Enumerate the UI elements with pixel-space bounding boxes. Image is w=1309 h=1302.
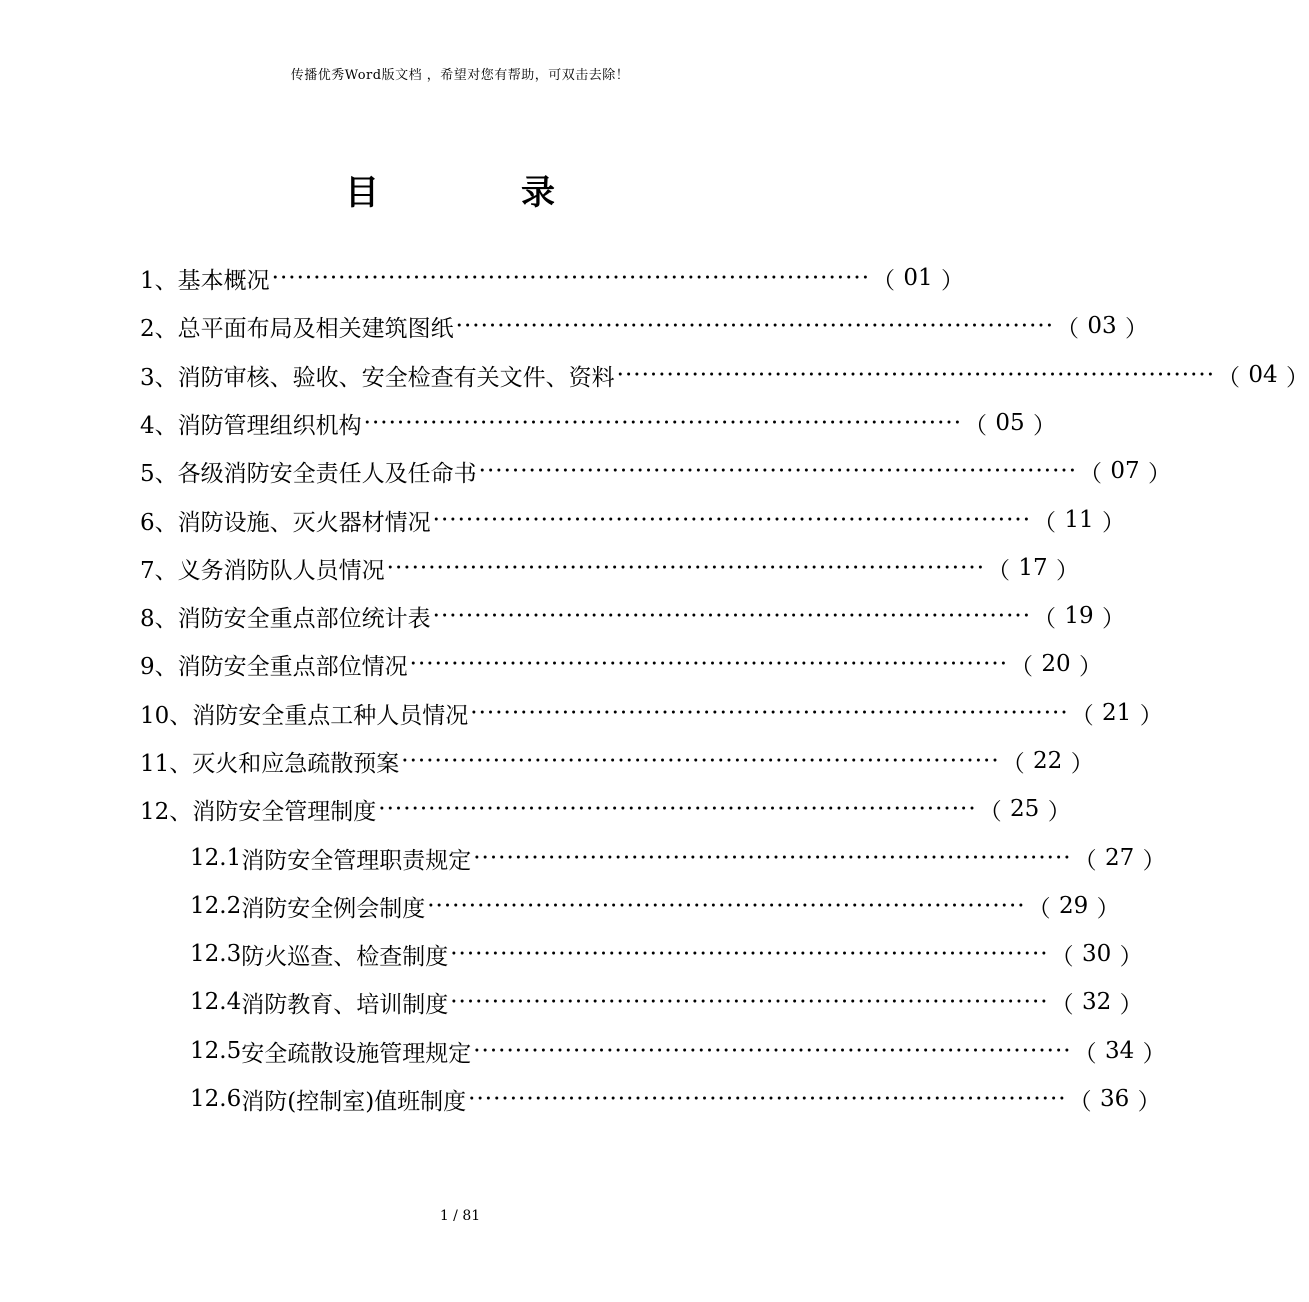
- toc-entry-number: 3、: [140, 364, 178, 391]
- toc-leader-dots: ········································································: [378, 796, 977, 822]
- toc-leader-dots: ········································································: [450, 941, 1049, 967]
- toc-entry-label: 消防(控制室)值班制度: [241, 1088, 467, 1115]
- toc-leader-dots: ········································································: [271, 265, 871, 291]
- toc-entry: 10、 消防安全重点工种人员情况 ········································································ （ 21 ）: [140, 693, 760, 733]
- toc-leader-dots: ········································································: [468, 1086, 1067, 1112]
- toc-entry: 4、 消防管理组织机构 ········································································ （ 05 ）: [140, 403, 760, 443]
- toc-entry-label: 消防安全重点部位情况: [177, 653, 408, 680]
- toc-entry: 12、 消防安全管理制度 ········································································ （ 25 ）: [140, 789, 760, 829]
- toc-entry-page: 01: [903, 265, 933, 291]
- toc-subentry: 12.4 消防教育、培训制度 ········································································ （ 32 ）: [190, 982, 768, 1022]
- toc-entry-label: 灭火和应急疏散预案: [192, 750, 400, 777]
- toc-leader-dots: ········································································: [363, 410, 963, 436]
- toc-entry-number: 12.6: [190, 1086, 242, 1112]
- toc-leader-dots: ········································································: [409, 651, 1009, 677]
- page-header-note: 传播优秀Word版文档 ，希望对您有帮助，可双击去除！: [290, 68, 630, 83]
- toc-entry: 1、 基本概况 ········································································ （ 01 ）: [140, 258, 760, 298]
- toc-entry-page: 11: [1064, 507, 1094, 533]
- toc-entry-label: 消防安全重点部位统计表: [177, 605, 431, 632]
- toc-entry-label: 消防审核、验收、安全检查有关文件、资料: [177, 364, 615, 391]
- toc-entry-page: 36: [1099, 1086, 1130, 1112]
- toc-entry-label: 消防安全例会制度: [241, 895, 426, 922]
- toc-entry-label: 消防安全重点工种人员情况: [192, 702, 469, 729]
- toc-entry-number: 12.5: [190, 1038, 242, 1064]
- toc-entry-page: 03: [1087, 313, 1117, 339]
- toc-entry-page: 30: [1081, 941, 1112, 967]
- toc-entry-number: 10、: [140, 702, 193, 729]
- toc-entry: 6、 消防设施、灭火器材情况 ········································································ （ 11 ）: [140, 500, 760, 540]
- toc-entry-page: 05: [995, 410, 1025, 436]
- toc-entry-number: 12.2: [190, 893, 242, 919]
- toc-entry: 5、 各级消防安全责任人及任命书 ········································································ （ 07 ）: [140, 451, 760, 491]
- toc-entry-label: 基本概况: [177, 267, 270, 294]
- toc-subentry: 12.2 消防安全例会制度 ········································································ （ 29 ）: [190, 886, 768, 926]
- toc-entry-page: 22: [1033, 748, 1063, 774]
- toc-entry-label: 消防教育、培训制度: [241, 991, 449, 1018]
- toc-leader-dots: ········································································: [432, 507, 1032, 533]
- toc-entry-number: 5、: [140, 460, 178, 487]
- toc-subentry: 12.3 防火巡查、检查制度 ········································································ （ 30 ）: [190, 934, 768, 974]
- toc-entry-label: 安全疏散设施管理规定: [241, 1040, 472, 1067]
- toc-entry-label: 消防管理组织机构: [177, 412, 362, 439]
- toc-entry-number: 8、: [140, 605, 178, 632]
- title-char-right: 录: [521, 173, 555, 213]
- toc-entry-page: 34: [1104, 1038, 1135, 1064]
- toc-entry-page: 20: [1041, 651, 1071, 677]
- toc-entry-page: 04: [1248, 362, 1278, 388]
- toc-leader-dots: ········································································: [616, 362, 1216, 388]
- toc-entry-page: 07: [1110, 458, 1140, 484]
- toc-entry-label: 消防设施、灭火器材情况: [177, 509, 431, 536]
- page-number-indicator: 1 / 81: [439, 1208, 481, 1224]
- toc-entry-number: 4、: [140, 412, 178, 439]
- toc-subentry: 12.5 安全疏散设施管理规定 ········································································ （ 34 ）: [190, 1031, 768, 1071]
- toc-entry-label: 各级消防安全责任人及任命书: [177, 460, 477, 487]
- toc-entry-page: 25: [1010, 796, 1040, 822]
- toc-entry-label: 防火巡查、检查制度: [241, 943, 449, 970]
- toc-leader-dots: ········································································: [432, 603, 1032, 629]
- toc-leader-dots: ········································································: [470, 700, 1069, 726]
- toc-entry-page: 19: [1064, 603, 1094, 629]
- toc-entry-label: 总平面布局及相关建筑图纸: [177, 315, 454, 342]
- toc-entry: 9、 消防安全重点部位情况 ········································································ （ 20 ）: [140, 644, 760, 684]
- toc-entry: 2、 总平面布局及相关建筑图纸 ········································································ （ 03 ）: [140, 306, 760, 346]
- toc-entry-label: 消防安全管理职责规定: [241, 847, 472, 874]
- toc-entry-page: 29: [1058, 893, 1089, 919]
- toc-leader-dots: ········································································: [455, 313, 1055, 339]
- toc-entry-number: 12.3: [190, 941, 242, 967]
- toc-entry-label: 消防安全管理制度: [192, 798, 377, 825]
- toc-entry-number: 1、: [140, 267, 178, 294]
- toc-entry: 7、 义务消防队人员情况 ········································································ （ 17 ）: [140, 548, 760, 588]
- toc-entry: 3、 消防审核、验收、安全检查有关文件、资料 ········································································ （ 04 ）: [140, 355, 760, 395]
- toc-entry-number: 9、: [140, 653, 178, 680]
- toc-entry-number: 6、: [140, 509, 178, 536]
- toc-leader-dots: ········································································: [473, 1038, 1072, 1064]
- toc-entry-number: 12、: [140, 798, 193, 825]
- toc-entry-number: 12.4: [190, 989, 242, 1015]
- toc-leader-dots: ········································································: [450, 989, 1049, 1015]
- toc-entry: 11、 灭火和应急疏散预案 ········································································ （ 22 ）: [140, 741, 760, 781]
- toc-entry-page: 21: [1102, 700, 1132, 726]
- toc-entry-page: 32: [1081, 989, 1112, 1015]
- toc-subentry: 12.1 消防安全管理职责规定 ········································································ （ 27 ）: [190, 838, 768, 878]
- title-char-left: 目: [345, 173, 379, 213]
- toc-entry-number: 11、: [140, 750, 193, 777]
- toc-leader-dots: ········································································: [386, 555, 986, 581]
- toc-leader-dots: ········································································: [401, 748, 1000, 774]
- toc-entry-page: 17: [1018, 555, 1048, 581]
- toc-entry-label: 义务消防队人员情况: [177, 557, 385, 584]
- toc-subentry: 12.6 消防(控制室)值班制度 ········································································ （ 36 ）: [190, 1079, 780, 1119]
- toc-entry-number: 7、: [140, 557, 178, 584]
- toc-entry: 8、 消防安全重点部位统计表 ········································································ （ 19 ）: [140, 596, 760, 636]
- toc-entry-number: 2、: [140, 315, 178, 342]
- toc-leader-dots: ········································································: [427, 893, 1026, 919]
- toc-entry-number: 12.1: [190, 845, 242, 871]
- toc-leader-dots: ········································································: [473, 845, 1072, 871]
- toc-leader-dots: ········································································: [478, 458, 1078, 484]
- toc-entry-page: 27: [1104, 845, 1135, 871]
- page-title: [345, 165, 555, 214]
